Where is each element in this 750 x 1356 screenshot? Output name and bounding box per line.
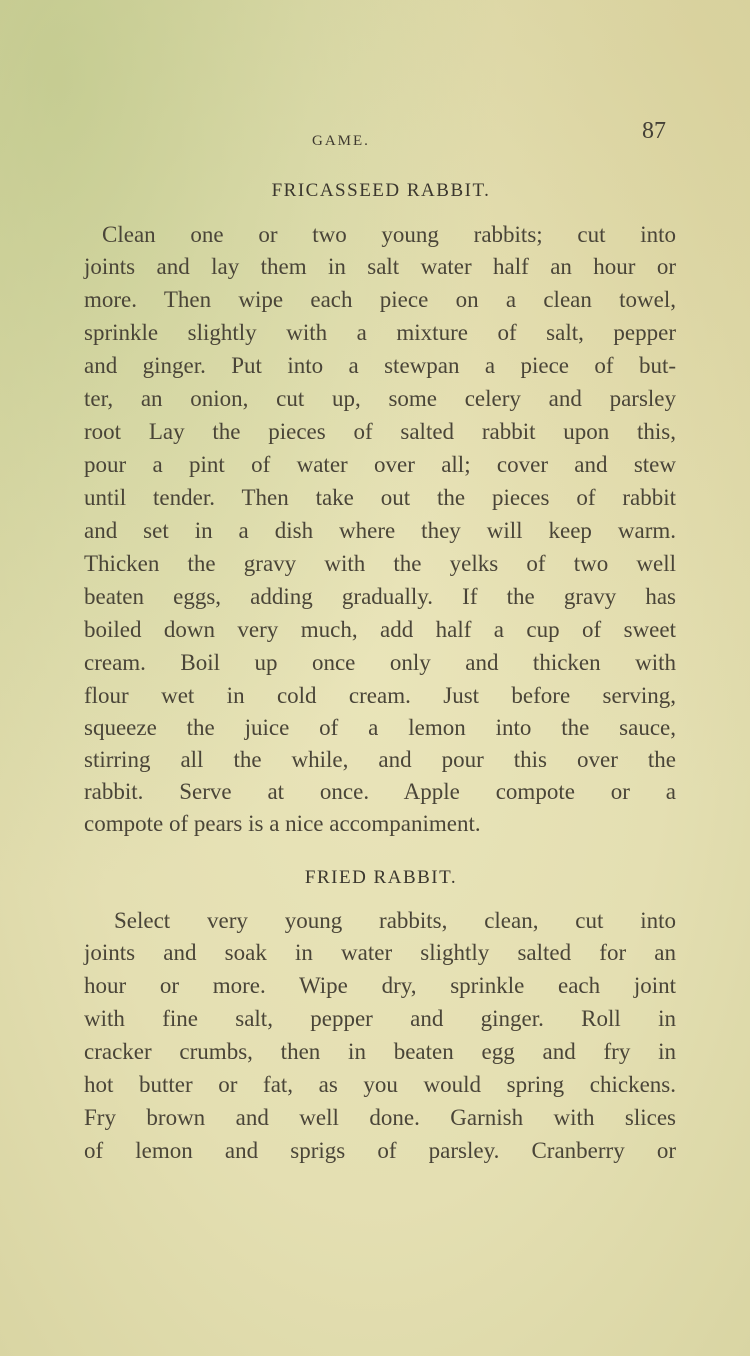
recipe-title-fried-rabbit: FRIED RABBIT.	[304, 867, 458, 888]
text-line: until tender. Then take out the pieces of rabbit	[84, 485, 676, 510]
text-line: Thicken the gravy with the yelks of two well	[84, 551, 676, 576]
text-line: and ginger. Put into a stewpan a piece of but-	[84, 353, 676, 378]
text-line: cracker crumbs, then in beaten egg and fry in	[84, 1039, 676, 1064]
running-head: GAME.	[312, 133, 370, 149]
text-line: hot butter or fat, as you would spring chickens.	[84, 1072, 676, 1097]
text-line: pour a pint of water over all; cover and stew	[84, 452, 676, 477]
text-line: squeeze the juice of a lemon into the sauce,	[84, 715, 676, 740]
text-line: flour wet in cold cream. Just before serving,	[84, 683, 676, 708]
text-line: rabbit. Serve at once. Apple compote or a	[84, 779, 676, 804]
text-line: sprinkle slightly with a mixture of salt, pepper	[84, 320, 676, 345]
text-line: Clean one or two young rabbits; cut into	[102, 222, 676, 247]
text-line: joints and soak in water slightly salted for an	[84, 940, 676, 965]
text-line: with fine salt, pepper and ginger. Roll in	[84, 1006, 676, 1031]
text-line: Fry brown and well done. Garnish with slices	[84, 1105, 676, 1130]
text-line: beaten eggs, adding gradually. If the gravy has	[84, 584, 676, 609]
text-line: compote of pears is a nice accompaniment.	[84, 811, 481, 836]
page-number: 87	[642, 118, 666, 144]
text-line: stirring all the while, and pour this over the	[84, 747, 676, 772]
text-line: and set in a dish where they will keep warm.	[84, 518, 676, 543]
text-line: ter, an onion, cut up, some celery and parsley	[84, 386, 676, 411]
text-line: of lemon and sprigs of parsley. Cranberry or	[84, 1138, 676, 1163]
text-line: hour or more. Wipe dry, sprinkle each joint	[84, 973, 676, 998]
text-line: Select very young rabbits, clean, cut into	[114, 908, 676, 933]
text-line: cream. Boil up once only and thicken with	[84, 650, 676, 675]
text-line: boiled down very much, add half a cup of sweet	[84, 617, 676, 642]
text-line: joints and lay them in salt water half an hour or	[84, 254, 676, 279]
text-line: more. Then wipe each piece on a clean towel,	[84, 287, 676, 312]
text-line: root Lay the pieces of salted rabbit upon this,	[84, 419, 676, 444]
recipe-title-fricasseed-rabbit: FRICASSEED RABBIT.	[271, 180, 491, 201]
